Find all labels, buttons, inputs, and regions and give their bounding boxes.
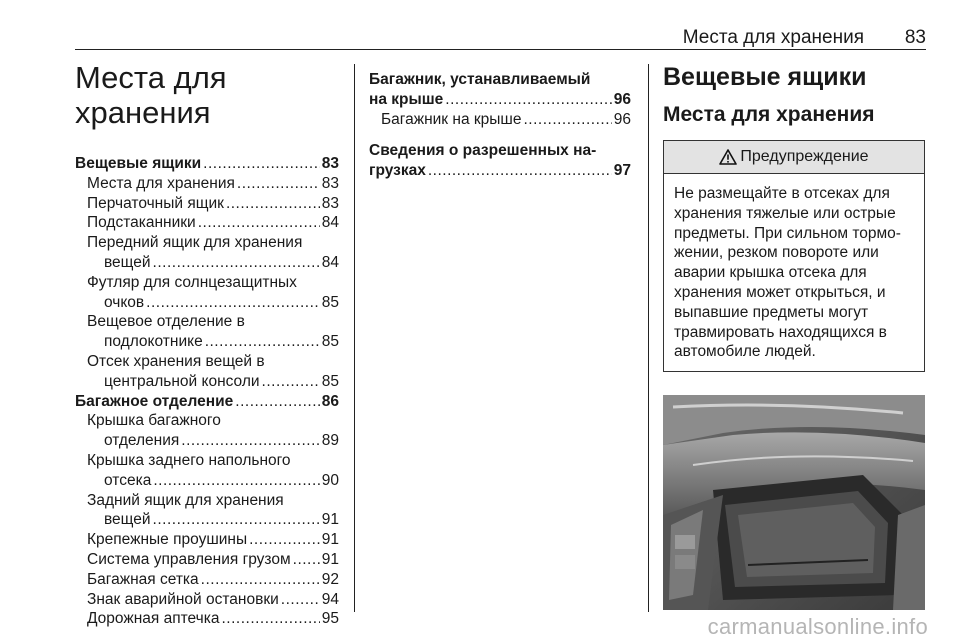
toc-page: 85	[321, 293, 339, 311]
toc-leader	[262, 372, 320, 392]
toc-leader	[249, 530, 320, 550]
toc-leader	[203, 154, 320, 174]
toc-page: 91	[321, 550, 339, 568]
toc-label: Знак аварийной остановки	[87, 590, 279, 608]
toc-page: 94	[321, 590, 339, 608]
toc-leader	[153, 510, 320, 530]
running-title: Места для хранения	[682, 27, 864, 48]
toc-section-luggage[interactable]	[75, 392, 339, 412]
toc-section-loads[interactable]	[369, 161, 631, 181]
toc-page: 96	[613, 110, 631, 128]
toc-page: 85	[321, 372, 339, 390]
toc-page: 86	[321, 392, 339, 410]
toc-page: 90	[321, 471, 339, 489]
toc-item-line[interactable]: Крышка заднего напольного	[87, 451, 291, 469]
toc-leader	[153, 253, 320, 273]
toc-leader	[221, 609, 319, 629]
toc-item[interactable]	[75, 590, 339, 610]
toc-section-loads-line[interactable]: Сведения о разрешенных на-	[369, 142, 597, 160]
toc-label: подлокотнике	[104, 333, 203, 351]
toc-item[interactable]	[75, 431, 339, 451]
toc-page: 83	[321, 155, 339, 172]
toc-item[interactable]	[75, 550, 339, 570]
warning-box	[663, 140, 925, 372]
chapter-title-line: хранения	[75, 95, 211, 130]
toc-label: Багажник на крыше	[381, 110, 522, 128]
toc-section-storage[interactable]	[75, 154, 339, 174]
toc-label: очков	[104, 293, 145, 311]
toc-leader	[237, 174, 320, 194]
toc-item-line[interactable]: Крышка багажного	[87, 412, 221, 430]
toc-item[interactable]	[75, 213, 339, 233]
toc-page: 83	[321, 194, 339, 212]
toc-label: вещей	[104, 253, 151, 271]
warning-triangle-icon	[719, 149, 737, 165]
toc-leader	[445, 90, 611, 110]
toc-item-line[interactable]: Передний ящик для хранения	[87, 234, 303, 252]
toc-column-1	[75, 60, 339, 629]
toc-item[interactable]	[75, 293, 339, 313]
toc-page: 95	[321, 610, 339, 628]
toc-leader	[293, 550, 320, 570]
spacer	[369, 129, 631, 141]
toc-section-roof-rack[interactable]	[369, 90, 631, 110]
toc-leader	[226, 194, 320, 214]
toc-page: 96	[613, 90, 631, 108]
toc-label: Вещевые ящики	[75, 155, 202, 172]
toc-label: отсека	[104, 471, 152, 489]
toc-label: на крыше	[369, 90, 444, 108]
toc-item[interactable]	[75, 609, 339, 629]
subsection-heading: Места для хранения	[663, 103, 875, 126]
toc-label: отделения	[104, 432, 180, 450]
toc-item[interactable]	[75, 570, 339, 590]
toc-leader	[181, 431, 319, 451]
toc-label: Система управления грузом	[87, 550, 291, 568]
warning-title: Предупреждение	[740, 148, 869, 165]
toc-leader	[235, 392, 319, 412]
glovebox-photo	[663, 395, 925, 610]
toc-page: 83	[321, 174, 339, 192]
toc-label: Перчаточный ящик	[87, 194, 224, 212]
column-divider-1	[354, 64, 355, 612]
toc-label: Подстаканники	[87, 214, 196, 232]
toc-label: грузках	[369, 162, 426, 180]
toc-item[interactable]	[75, 471, 339, 491]
warning-header	[664, 141, 924, 174]
toc-label: Дорожная аптечка	[87, 610, 220, 628]
toc-item[interactable]	[75, 510, 339, 530]
watermark: carmanualsonline.info	[707, 614, 928, 639]
toc-item[interactable]	[75, 332, 339, 352]
content-column	[663, 62, 925, 430]
toc-leader	[281, 590, 320, 610]
toc-leader	[198, 213, 320, 233]
toc-page: 97	[613, 162, 631, 180]
toc-page: 91	[321, 511, 339, 529]
chapter-title-line: Места для	[75, 60, 227, 95]
toc-page: 85	[321, 333, 339, 351]
toc-column-2	[369, 70, 631, 181]
section-heading: Вещевые ящики	[663, 63, 867, 91]
warning-text: Не размещайте в отсеках для хранения тяжелые или острые предметы. При сильном тормо-жении, резком повороте или аварии крышка отсека для хранения может открыться, и выпавшие предметы могут травмировать находящихся в автомобиле людей.	[674, 185, 901, 361]
toc-page: 84	[321, 214, 339, 232]
toc-label: центральной консоли	[104, 372, 260, 390]
toc-item-line[interactable]: Вещевое отделение в	[87, 313, 245, 331]
toc-leader	[205, 332, 320, 352]
toc-leader	[153, 471, 319, 491]
header-rule	[75, 49, 926, 50]
toc-page: 89	[321, 432, 339, 450]
toc-item-line[interactable]: Отсек хранения вещей в	[87, 352, 265, 370]
column-divider-2	[648, 64, 649, 612]
toc-item[interactable]	[75, 194, 339, 214]
toc-page: 84	[321, 253, 339, 271]
page-number: 83	[904, 27, 926, 48]
toc-item[interactable]	[75, 253, 339, 273]
toc-page: 91	[321, 531, 339, 549]
toc-page: 92	[321, 570, 339, 588]
toc-item[interactable]	[369, 110, 631, 130]
toc-item[interactable]	[75, 530, 339, 550]
toc-label: Багажная сетка	[87, 570, 199, 588]
toc-item-line[interactable]: Футляр для солнцезащитных	[87, 273, 297, 291]
toc-leader	[523, 110, 611, 130]
toc-leader	[428, 161, 612, 181]
toc-section-roof-rack-line[interactable]: Багажник, устанавливаемый	[369, 71, 591, 88]
chapter-title	[75, 60, 339, 130]
toc-item[interactable]	[75, 174, 339, 194]
toc-label: Багажное отделение	[75, 392, 234, 410]
toc-label: Места для хранения	[87, 174, 235, 192]
toc-label: Крепежные проушины	[87, 531, 248, 549]
toc-item-line[interactable]: Задний ящик для хранения	[87, 491, 284, 509]
toc-leader	[146, 293, 320, 313]
toc-label: вещей	[104, 511, 151, 529]
toc-leader	[201, 570, 320, 590]
toc-item[interactable]	[75, 372, 339, 392]
